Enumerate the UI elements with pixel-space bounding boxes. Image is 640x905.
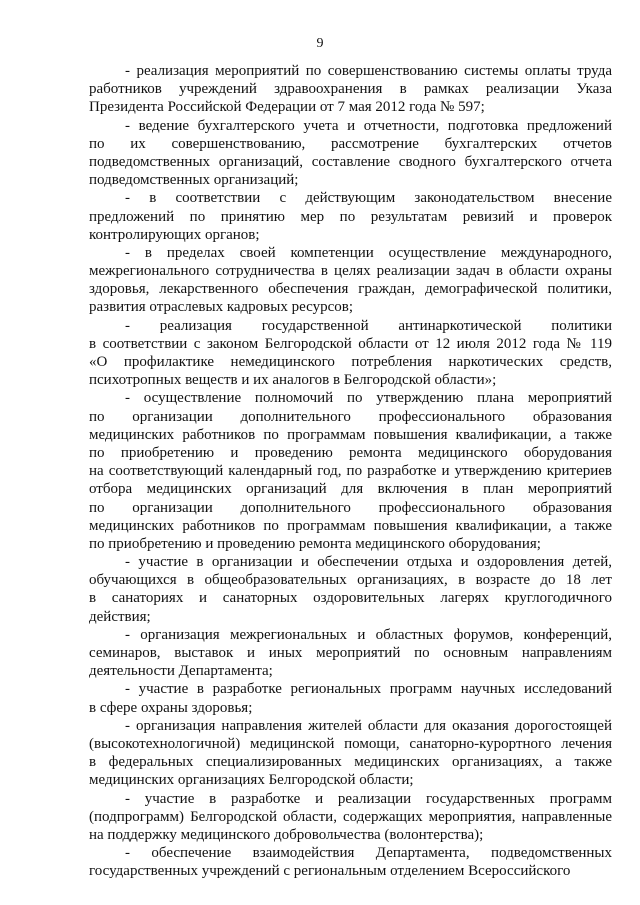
paragraph: [89, 680, 612, 716]
text-line: развития отраслевых кадровых ресурсов;: [89, 299, 353, 316]
text-line: здоровья, лекарственного обеспечения граждан, демографической политики,: [89, 281, 612, 298]
text-line: в санаториях и санаторных оздоровительных лагерях круглогодичного: [89, 590, 612, 607]
text-line: в федеральных специализированных медицинских организациях, а также: [89, 754, 612, 771]
text-line: - в соответствии с действующим законодательством внесение: [125, 190, 612, 207]
text-line: подведомственных организаций;: [89, 172, 299, 189]
text-line: предложений по принятию мер по результатам ревизий и проверок: [89, 208, 612, 225]
paragraph: [89, 244, 612, 317]
paragraph: [89, 790, 612, 845]
text-line: - в пределах своей компетенции осуществление международного,: [125, 244, 612, 261]
paragraph: [89, 844, 612, 880]
text-line: контролирующих органов;: [89, 226, 260, 243]
text-line: по их совершенствованию, рассмотрение бухгалтерских отчетов: [89, 135, 612, 152]
text-line: (высокотехнологичной) медицинской помощи, санаторно-курортного лечения: [89, 735, 612, 752]
text-line: в сфере охраны здоровья;: [89, 699, 253, 716]
text-line: по организации дополнительного профессионального образования: [89, 408, 612, 425]
text-line: (подпрограмм) Белгородской области, содержащих мероприятия, направленные: [89, 808, 612, 825]
text-line: по приобретению и проведению ремонта медицинского оборудования;: [89, 535, 541, 552]
text-line: действия;: [89, 608, 151, 625]
text-line: в соответствии с законом Белгородской области от 12 июля 2012 года № 119: [89, 335, 612, 352]
text-line: медицинских организациях Белгородской области;: [89, 772, 414, 789]
text-line: Президента Российской Федерации от 7 мая 2012 года № 597;: [89, 99, 485, 116]
text-line: на поддержку медицинского добровольчества (волонтерства);: [89, 826, 484, 843]
paragraph: [89, 553, 612, 626]
text-line: государственных учреждений с региональным отделением Всероссийского: [89, 863, 571, 880]
paragraph: [89, 389, 612, 553]
text-line: - организация направления жителей области для оказания дорогостоящей: [125, 717, 612, 734]
paragraph: [89, 189, 612, 244]
text-line: медицинских работников по программам повышения квалификации, а также: [89, 517, 612, 534]
text-line: - реализация государственной антинаркотической политики: [125, 317, 612, 334]
text-line: - реализация мероприятий по совершенствованию системы оплаты труда: [125, 63, 612, 79]
text-line: психотропных веществ и их аналогов в Белгородской области»;: [89, 372, 497, 389]
text-line: межрегионального сотрудничества в целях реализации задач в области охраны: [89, 263, 612, 280]
text-line: обучающихся в общеобразовательных организациях, в возрасте до 18 лет: [89, 572, 612, 589]
text-line: - ведение бухгалтерского учета и отчетности, подготовка предложений: [125, 117, 612, 134]
text-line: - обеспечение взаимодействия Департамента, подведомственных: [125, 845, 612, 862]
text-line: отбора медицинских организаций для включения в план мероприятий: [89, 481, 612, 498]
page-number: 9: [316, 36, 324, 51]
text-line: - осуществление полномочий по утверждению плана мероприятий: [125, 390, 612, 407]
text-line: деятельности Департамента;: [89, 663, 273, 680]
text-line: «О профилактике немедицинского потребления наркотических средств,: [89, 354, 612, 370]
document-body: [89, 62, 612, 880]
text-line: по организации дополнительного профессионального образования: [89, 499, 612, 516]
text-line: подведомственных организаций, составление сводного бухгалтерского отчета: [89, 153, 612, 170]
text-line: - участие в разработке региональных программ научных исследований: [125, 681, 612, 698]
text-line: - организация межрегиональных и областных форумов, конференций,: [125, 626, 612, 643]
text-line: - участие в организации и обеспечении отдыха и оздоровления детей,: [125, 554, 612, 571]
text-line: - участие в разработке и реализации государственных программ: [125, 790, 612, 807]
text-line: на соответствующий календарный год, по разработке и утверждению критериев: [89, 463, 612, 480]
paragraph: [89, 717, 612, 790]
text-line: работников учреждений здравоохранения в рамках реализации Указа: [89, 81, 612, 98]
paragraph: [89, 117, 612, 190]
paragraph: [89, 62, 612, 117]
text-line: по приобретению и проведению ремонта медицинского оборудования: [89, 444, 612, 461]
text-line: семинаров, выставок и иных мероприятий по основным направлениям: [89, 645, 612, 661]
paragraph: [89, 317, 612, 390]
text-line: медицинских работников по программам повышения квалификации, а также: [89, 426, 612, 443]
paragraph: [89, 626, 612, 681]
